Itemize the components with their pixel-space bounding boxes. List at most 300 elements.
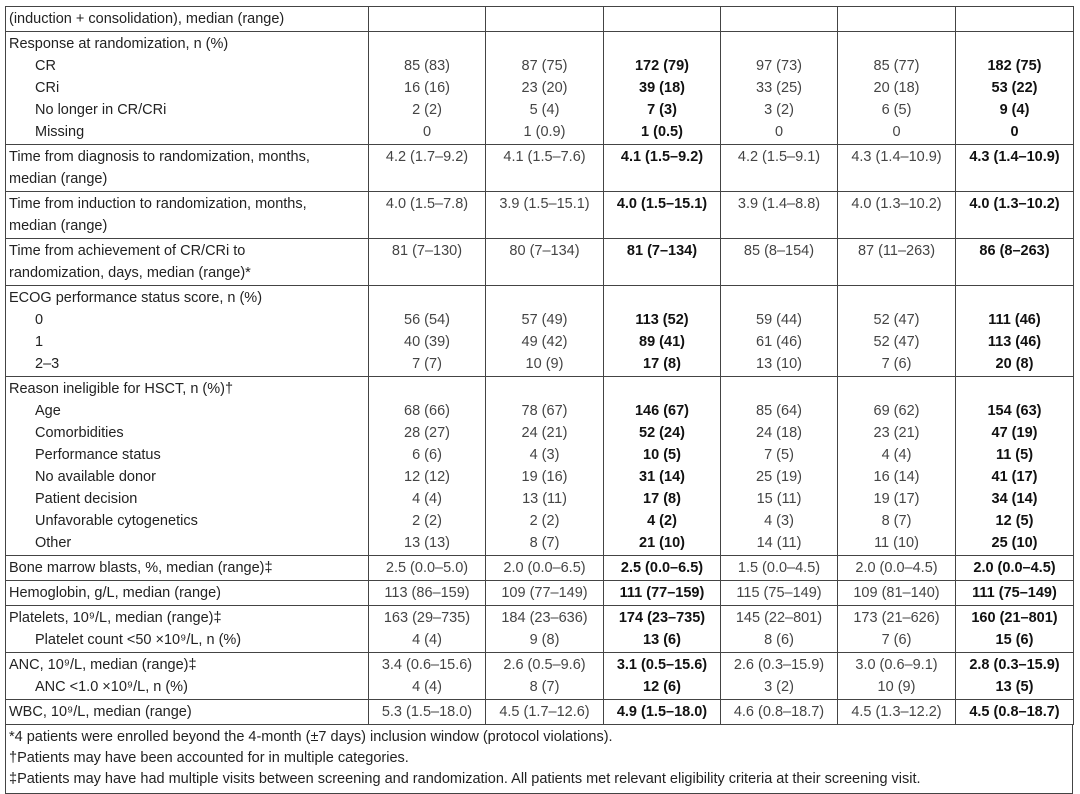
cell-value: 3.1 (0.5–15.6) (616, 657, 708, 673)
cell-value: 0 (422, 124, 432, 140)
footnotes (5, 725, 1073, 794)
value-cell (721, 286, 838, 377)
cell-value: 12 (12) (404, 469, 450, 485)
total-value-cell (604, 145, 721, 192)
value-cell (369, 145, 486, 192)
cell-value: 40 (39) (404, 334, 450, 350)
cell-value: 10 (9) (877, 679, 916, 695)
cell-value (371, 215, 483, 237)
cell-value (371, 33, 483, 55)
cell-value: 49 (42) (521, 334, 568, 350)
row-label: CR (35, 58, 56, 74)
value-cell (369, 239, 486, 286)
cell-value: 0 (774, 124, 784, 140)
cell-value (488, 378, 601, 400)
table-row-group (6, 239, 1074, 286)
value-cell (721, 239, 838, 286)
cell-value: 12 (5) (995, 513, 1034, 529)
value-cell (369, 581, 486, 606)
cell-value: 9 (8) (529, 632, 560, 648)
cell-value (840, 378, 953, 400)
cell-value: 2.6 (0.3–15.9) (733, 657, 825, 673)
cell-value: 20 (18) (873, 80, 920, 96)
cell-value: 13 (13) (404, 535, 450, 551)
cell-value: 4 (4) (412, 679, 442, 695)
row-label: ECOG performance status score, n (%) (9, 290, 263, 306)
table-row-group (6, 606, 1074, 653)
cell-value: 6 (5) (881, 102, 912, 118)
total-value-cell (604, 239, 721, 286)
value-cell (486, 581, 604, 606)
cell-value: 8 (7) (529, 679, 560, 695)
cell-value: 4.5 (1.3–12.2) (851, 704, 942, 720)
cell-value (840, 168, 953, 190)
cell-value: 3.4 (0.6–15.6) (381, 657, 473, 673)
cell-value (840, 8, 953, 30)
row-label: Unfavorable cytogenetics (35, 513, 198, 529)
cell-value: 13 (11) (522, 491, 567, 507)
row-label: 1 (35, 334, 44, 350)
value-cell (486, 286, 604, 377)
row-label-cell (6, 556, 369, 581)
cell-value: 12 (6) (643, 679, 681, 695)
cell-value: 15 (11) (756, 491, 802, 507)
total-value-cell (956, 192, 1074, 239)
cell-value (723, 8, 835, 30)
value-cell (838, 286, 956, 377)
cell-value: 6 (6) (412, 447, 442, 463)
cell-value: 3.9 (1.4–8.8) (737, 196, 821, 212)
value-cell (486, 32, 604, 145)
cell-value: 4 (4) (412, 491, 442, 507)
value-cell (486, 145, 604, 192)
table-row-group (6, 653, 1074, 700)
cell-value (488, 168, 601, 190)
cell-value (606, 33, 718, 55)
total-value-cell (604, 581, 721, 606)
row-label: Platelets, 10⁹/L, median (range)‡ (9, 610, 222, 626)
value-cell (486, 700, 604, 725)
row-label-cell (6, 32, 369, 145)
total-value-cell (956, 606, 1074, 653)
value-cell (838, 377, 956, 556)
value-cell (486, 606, 604, 653)
cell-value: 4.0 (1.5–7.8) (385, 196, 469, 212)
cell-value: 4 (2) (647, 513, 677, 529)
cell-value: 81 (7–134) (626, 243, 698, 259)
cell-value (371, 262, 483, 284)
cell-value: 109 (77–149) (501, 585, 588, 601)
total-value-cell (604, 32, 721, 145)
value-cell (838, 7, 956, 32)
cell-value (723, 378, 835, 400)
cell-value: 3 (2) (764, 679, 794, 695)
cell-value: 4.2 (1.5–9.1) (737, 149, 821, 165)
cell-value: 2 (2) (412, 102, 442, 118)
value-cell (721, 606, 838, 653)
cell-value: 89 (41) (639, 334, 685, 350)
cell-value: 17 (8) (643, 491, 681, 507)
cell-value (723, 168, 835, 190)
row-label: Age (35, 403, 61, 419)
table-row-group (6, 286, 1074, 377)
baseline-characteristics-table-container (5, 6, 1073, 794)
cell-value: 173 (21–626) (853, 610, 940, 626)
cell-value: 4 (4) (412, 632, 442, 648)
cell-value: 4.0 (1.3–10.2) (969, 196, 1060, 212)
cell-value: 113 (86–159) (384, 585, 470, 601)
cell-value (606, 168, 718, 190)
cell-value: 4.1 (1.5–7.6) (503, 149, 586, 165)
row-label: No available donor (35, 469, 156, 485)
cell-value: 16 (14) (873, 469, 920, 485)
cell-value (958, 287, 1071, 309)
table-row-group (6, 192, 1074, 239)
total-value-cell (956, 7, 1074, 32)
cell-value (371, 287, 483, 309)
cell-value: 2.8 (0.3–15.9) (969, 657, 1060, 673)
row-label: Platelet count <50 ×10⁹/L, n (%) (35, 632, 242, 648)
cell-value: 113 (46) (987, 334, 1042, 350)
cell-value (371, 378, 483, 400)
cell-value: 78 (67) (521, 403, 568, 419)
total-value-cell (604, 653, 721, 700)
cell-value: 19 (17) (873, 491, 920, 507)
cell-value: 13 (6) (643, 632, 681, 648)
cell-value: 16 (16) (404, 80, 450, 96)
footnote: †Patients may have been accounted for in multiple categories. (9, 750, 409, 766)
cell-value: 163 (29–735) (383, 610, 471, 626)
value-cell (721, 653, 838, 700)
cell-value: 85 (83) (404, 58, 450, 74)
value-cell (486, 653, 604, 700)
table-row-group (6, 700, 1074, 725)
row-label: Bone marrow blasts, %, median (range)‡ (9, 560, 273, 576)
cell-value: 56 (54) (404, 312, 450, 328)
cell-value: 69 (62) (873, 403, 920, 419)
cell-value: 174 (23–735) (618, 610, 706, 626)
cell-value (488, 8, 601, 30)
cell-value: 7 (5) (764, 447, 794, 463)
cell-value: 2.5 (0.0–6.5) (620, 560, 704, 576)
value-cell (369, 556, 486, 581)
cell-value: 10 (5) (643, 447, 681, 463)
row-label: ANC <1.0 ×10⁹/L, n (%) (35, 679, 188, 695)
cell-value: 2.6 (0.5–9.6) (503, 657, 586, 673)
table-row-group (6, 32, 1074, 145)
cell-value: 111 (77–159) (619, 585, 705, 601)
row-label: Response at randomization, n (%) (9, 36, 229, 52)
value-cell (486, 192, 604, 239)
total-value-cell (604, 377, 721, 556)
row-label-cell (6, 606, 369, 653)
value-cell (721, 581, 838, 606)
cell-value: 34 (14) (991, 491, 1038, 507)
cell-value: 23 (21) (873, 425, 920, 441)
cell-value: 4 (3) (529, 447, 560, 463)
cell-value: 182 (75) (987, 58, 1042, 74)
value-cell (838, 192, 956, 239)
cell-value: 111 (46) (988, 312, 1041, 328)
cell-value: 4 (4) (881, 447, 912, 463)
row-label-cell (6, 286, 369, 377)
cell-value (488, 33, 601, 55)
cell-value (371, 168, 483, 190)
cell-value: 85 (64) (756, 403, 802, 419)
cell-value: 4.6 (0.8–18.7) (733, 704, 825, 720)
baseline-characteristics-table (5, 6, 1074, 725)
row-label: Time from induction to randomization, months, (9, 196, 307, 212)
cell-value: 87 (11–263) (857, 243, 936, 259)
value-cell (838, 653, 956, 700)
cell-value: 14 (11) (756, 535, 802, 551)
cell-value (606, 287, 718, 309)
cell-value (958, 262, 1071, 284)
value-cell (369, 606, 486, 653)
cell-value: 85 (77) (873, 58, 920, 74)
row-label-cell (6, 653, 369, 700)
row-label: WBC, 10⁹/L, median (range) (9, 704, 192, 720)
cell-value: 146 (67) (634, 403, 689, 419)
cell-value: 0 (1010, 124, 1019, 140)
cell-value: 4.3 (1.4–10.9) (969, 149, 1060, 165)
total-value-cell (604, 556, 721, 581)
cell-value: 172 (79) (634, 58, 689, 74)
value-cell (369, 700, 486, 725)
table-row-group (6, 556, 1074, 581)
cell-value: 10 (9) (525, 356, 564, 372)
cell-value: 1.5 (0.0–4.5) (737, 560, 821, 576)
cell-value: 145 (22–801) (735, 610, 823, 626)
value-cell (721, 700, 838, 725)
cell-value: 39 (18) (639, 80, 685, 96)
cell-value (840, 33, 953, 55)
cell-value: 1 (0.5) (641, 124, 683, 140)
cell-value: 4.3 (1.4–10.9) (851, 149, 942, 165)
table-row-group (6, 7, 1074, 32)
value-cell (721, 192, 838, 239)
value-cell (838, 700, 956, 725)
total-value-cell (956, 239, 1074, 286)
cell-value: 81 (7–130) (391, 243, 463, 259)
cell-value: 4.1 (1.5–9.2) (620, 149, 704, 165)
cell-value: 25 (10) (991, 535, 1038, 551)
cell-value (723, 287, 835, 309)
cell-value (488, 287, 601, 309)
cell-value: 13 (5) (995, 679, 1034, 695)
cell-value: 5.3 (1.5–18.0) (381, 704, 473, 720)
row-label: Other (35, 535, 72, 551)
value-cell (721, 32, 838, 145)
cell-value: 160 (21–801) (971, 610, 1058, 626)
row-label: Time from diagnosis to randomization, months, (9, 149, 310, 165)
cell-value: 53 (22) (991, 80, 1038, 96)
cell-value: 57 (49) (521, 312, 568, 328)
cell-value: 3.0 (0.6–9.1) (855, 657, 938, 673)
cell-value (488, 215, 601, 237)
total-value-cell (956, 700, 1074, 725)
cell-value: 4 (3) (764, 513, 794, 529)
cell-value: 2 (2) (529, 513, 560, 529)
cell-value (723, 215, 835, 237)
cell-value: 8 (7) (881, 513, 912, 529)
cell-value: 15 (6) (995, 632, 1034, 648)
value-cell (838, 581, 956, 606)
cell-value: 52 (47) (873, 312, 920, 328)
cell-value: 184 (23–636) (501, 610, 588, 626)
cell-value (371, 8, 483, 30)
cell-value: 3 (2) (764, 102, 794, 118)
cell-value: 11 (5) (995, 447, 1034, 463)
cell-value: 13 (10) (756, 356, 802, 372)
value-cell (721, 377, 838, 556)
cell-value (488, 262, 601, 284)
cell-value: 2.0 (0.0–6.5) (503, 560, 586, 576)
cell-value: 68 (66) (404, 403, 450, 419)
cell-value: 7 (6) (881, 632, 912, 648)
cell-value: 115 (75–149) (736, 585, 822, 601)
total-value-cell (956, 32, 1074, 145)
cell-value (606, 8, 718, 30)
cell-value: 9 (4) (999, 102, 1030, 118)
cell-value: 8 (6) (764, 632, 794, 648)
cell-value (958, 168, 1071, 190)
cell-value: 47 (19) (991, 425, 1038, 441)
cell-value: 33 (25) (756, 80, 802, 96)
total-value-cell (604, 286, 721, 377)
cell-value: 23 (20) (521, 80, 568, 96)
value-cell (721, 556, 838, 581)
cell-value (606, 378, 718, 400)
cell-value (958, 33, 1071, 55)
row-label: Patient decision (35, 491, 138, 507)
cell-value: 24 (21) (521, 425, 568, 441)
row-label: No longer in CR/CRi (35, 102, 167, 118)
cell-value: 2.0 (0.0–4.5) (855, 560, 938, 576)
row-label: randomization, days, median (range)* (9, 265, 251, 281)
value-cell (369, 7, 486, 32)
cell-value: 86 (8–263) (979, 243, 1050, 259)
cell-value: 52 (24) (639, 425, 685, 441)
value-cell (838, 145, 956, 192)
value-cell (369, 32, 486, 145)
row-label: CRi (35, 80, 60, 96)
cell-value: 7 (3) (647, 102, 677, 118)
cell-value: 2 (2) (412, 513, 442, 529)
table-row-group (6, 581, 1074, 606)
row-label: Hemoglobin, g/L, median (range) (9, 585, 221, 601)
cell-value: 85 (8–154) (743, 243, 815, 259)
value-cell (486, 7, 604, 32)
cell-value: 4.9 (1.5–18.0) (616, 704, 708, 720)
value-cell (369, 286, 486, 377)
cell-value: 21 (10) (639, 535, 685, 551)
cell-value (958, 378, 1071, 400)
cell-value: 11 (10) (874, 535, 919, 551)
cell-value: 28 (27) (404, 425, 450, 441)
cell-value: 5 (4) (529, 102, 560, 118)
cell-value: 52 (47) (873, 334, 920, 350)
cell-value: 4.5 (0.8–18.7) (969, 704, 1060, 720)
cell-value: 3.9 (1.5–15.1) (499, 196, 590, 212)
row-label: median (range) (9, 218, 108, 234)
cell-value: 20 (8) (995, 356, 1034, 372)
cell-value: 4.0 (1.5–15.1) (616, 196, 708, 212)
cell-value: 4.0 (1.3–10.2) (851, 196, 942, 212)
row-label: Missing (35, 124, 85, 140)
cell-value: 19 (16) (521, 469, 568, 485)
row-label: Reason ineligible for HSCT, n (%)† (9, 381, 234, 397)
cell-value: 4.2 (1.7–9.2) (385, 149, 469, 165)
total-value-cell (956, 556, 1074, 581)
row-label: 2–3 (35, 356, 60, 372)
row-label-cell (6, 377, 369, 556)
row-label: Time from achievement of CR/CRi to (9, 243, 246, 259)
value-cell (838, 556, 956, 581)
total-value-cell (956, 653, 1074, 700)
total-value-cell (956, 377, 1074, 556)
value-cell (721, 7, 838, 32)
row-label: (induction + consolidation), median (range) (9, 11, 285, 27)
row-label: median (range) (9, 171, 108, 187)
cell-value: 7 (6) (881, 356, 912, 372)
total-value-cell (604, 700, 721, 725)
total-value-cell (956, 286, 1074, 377)
row-label-cell (6, 581, 369, 606)
value-cell (721, 145, 838, 192)
cell-value: 24 (18) (756, 425, 802, 441)
cell-value: 80 (7–134) (509, 243, 580, 259)
cell-value: 2.5 (0.0–5.0) (385, 560, 469, 576)
total-value-cell (604, 7, 721, 32)
total-value-cell (956, 145, 1074, 192)
cell-value: 0 (892, 124, 901, 140)
cell-value (840, 287, 953, 309)
footnote: ‡Patients may have had multiple visits between screening and randomization. All patients met relevant eligibility criteria at their screening visit. (9, 771, 921, 787)
value-cell (838, 239, 956, 286)
value-cell (369, 377, 486, 556)
row-label-cell (6, 239, 369, 286)
cell-value (840, 262, 953, 284)
row-label-cell (6, 700, 369, 725)
row-label-cell (6, 192, 369, 239)
row-label: Performance status (35, 447, 161, 463)
footnote: *4 patients were enrolled beyond the 4-month (±7 days) inclusion window (protocol violations). (9, 729, 613, 745)
cell-value: 97 (73) (756, 58, 802, 74)
value-cell (486, 239, 604, 286)
cell-value: 8 (7) (529, 535, 560, 551)
cell-value: 31 (14) (639, 469, 685, 485)
row-label: ANC, 10⁹/L, median (range)‡ (9, 657, 197, 673)
value-cell (486, 556, 604, 581)
total-value-cell (604, 606, 721, 653)
cell-value: 113 (52) (635, 312, 689, 328)
cell-value: 109 (81–140) (853, 585, 940, 601)
total-value-cell (956, 581, 1074, 606)
row-label-cell (6, 145, 369, 192)
value-cell (838, 606, 956, 653)
cell-value: 59 (44) (756, 312, 802, 328)
value-cell (369, 192, 486, 239)
cell-value: 111 (75–149) (972, 585, 1057, 601)
total-value-cell (604, 192, 721, 239)
cell-value: 2.0 (0.0–4.5) (973, 560, 1056, 576)
cell-value (723, 33, 835, 55)
value-cell (369, 653, 486, 700)
cell-value (606, 215, 718, 237)
cell-value: 25 (19) (756, 469, 802, 485)
row-label: 0 (35, 312, 44, 328)
